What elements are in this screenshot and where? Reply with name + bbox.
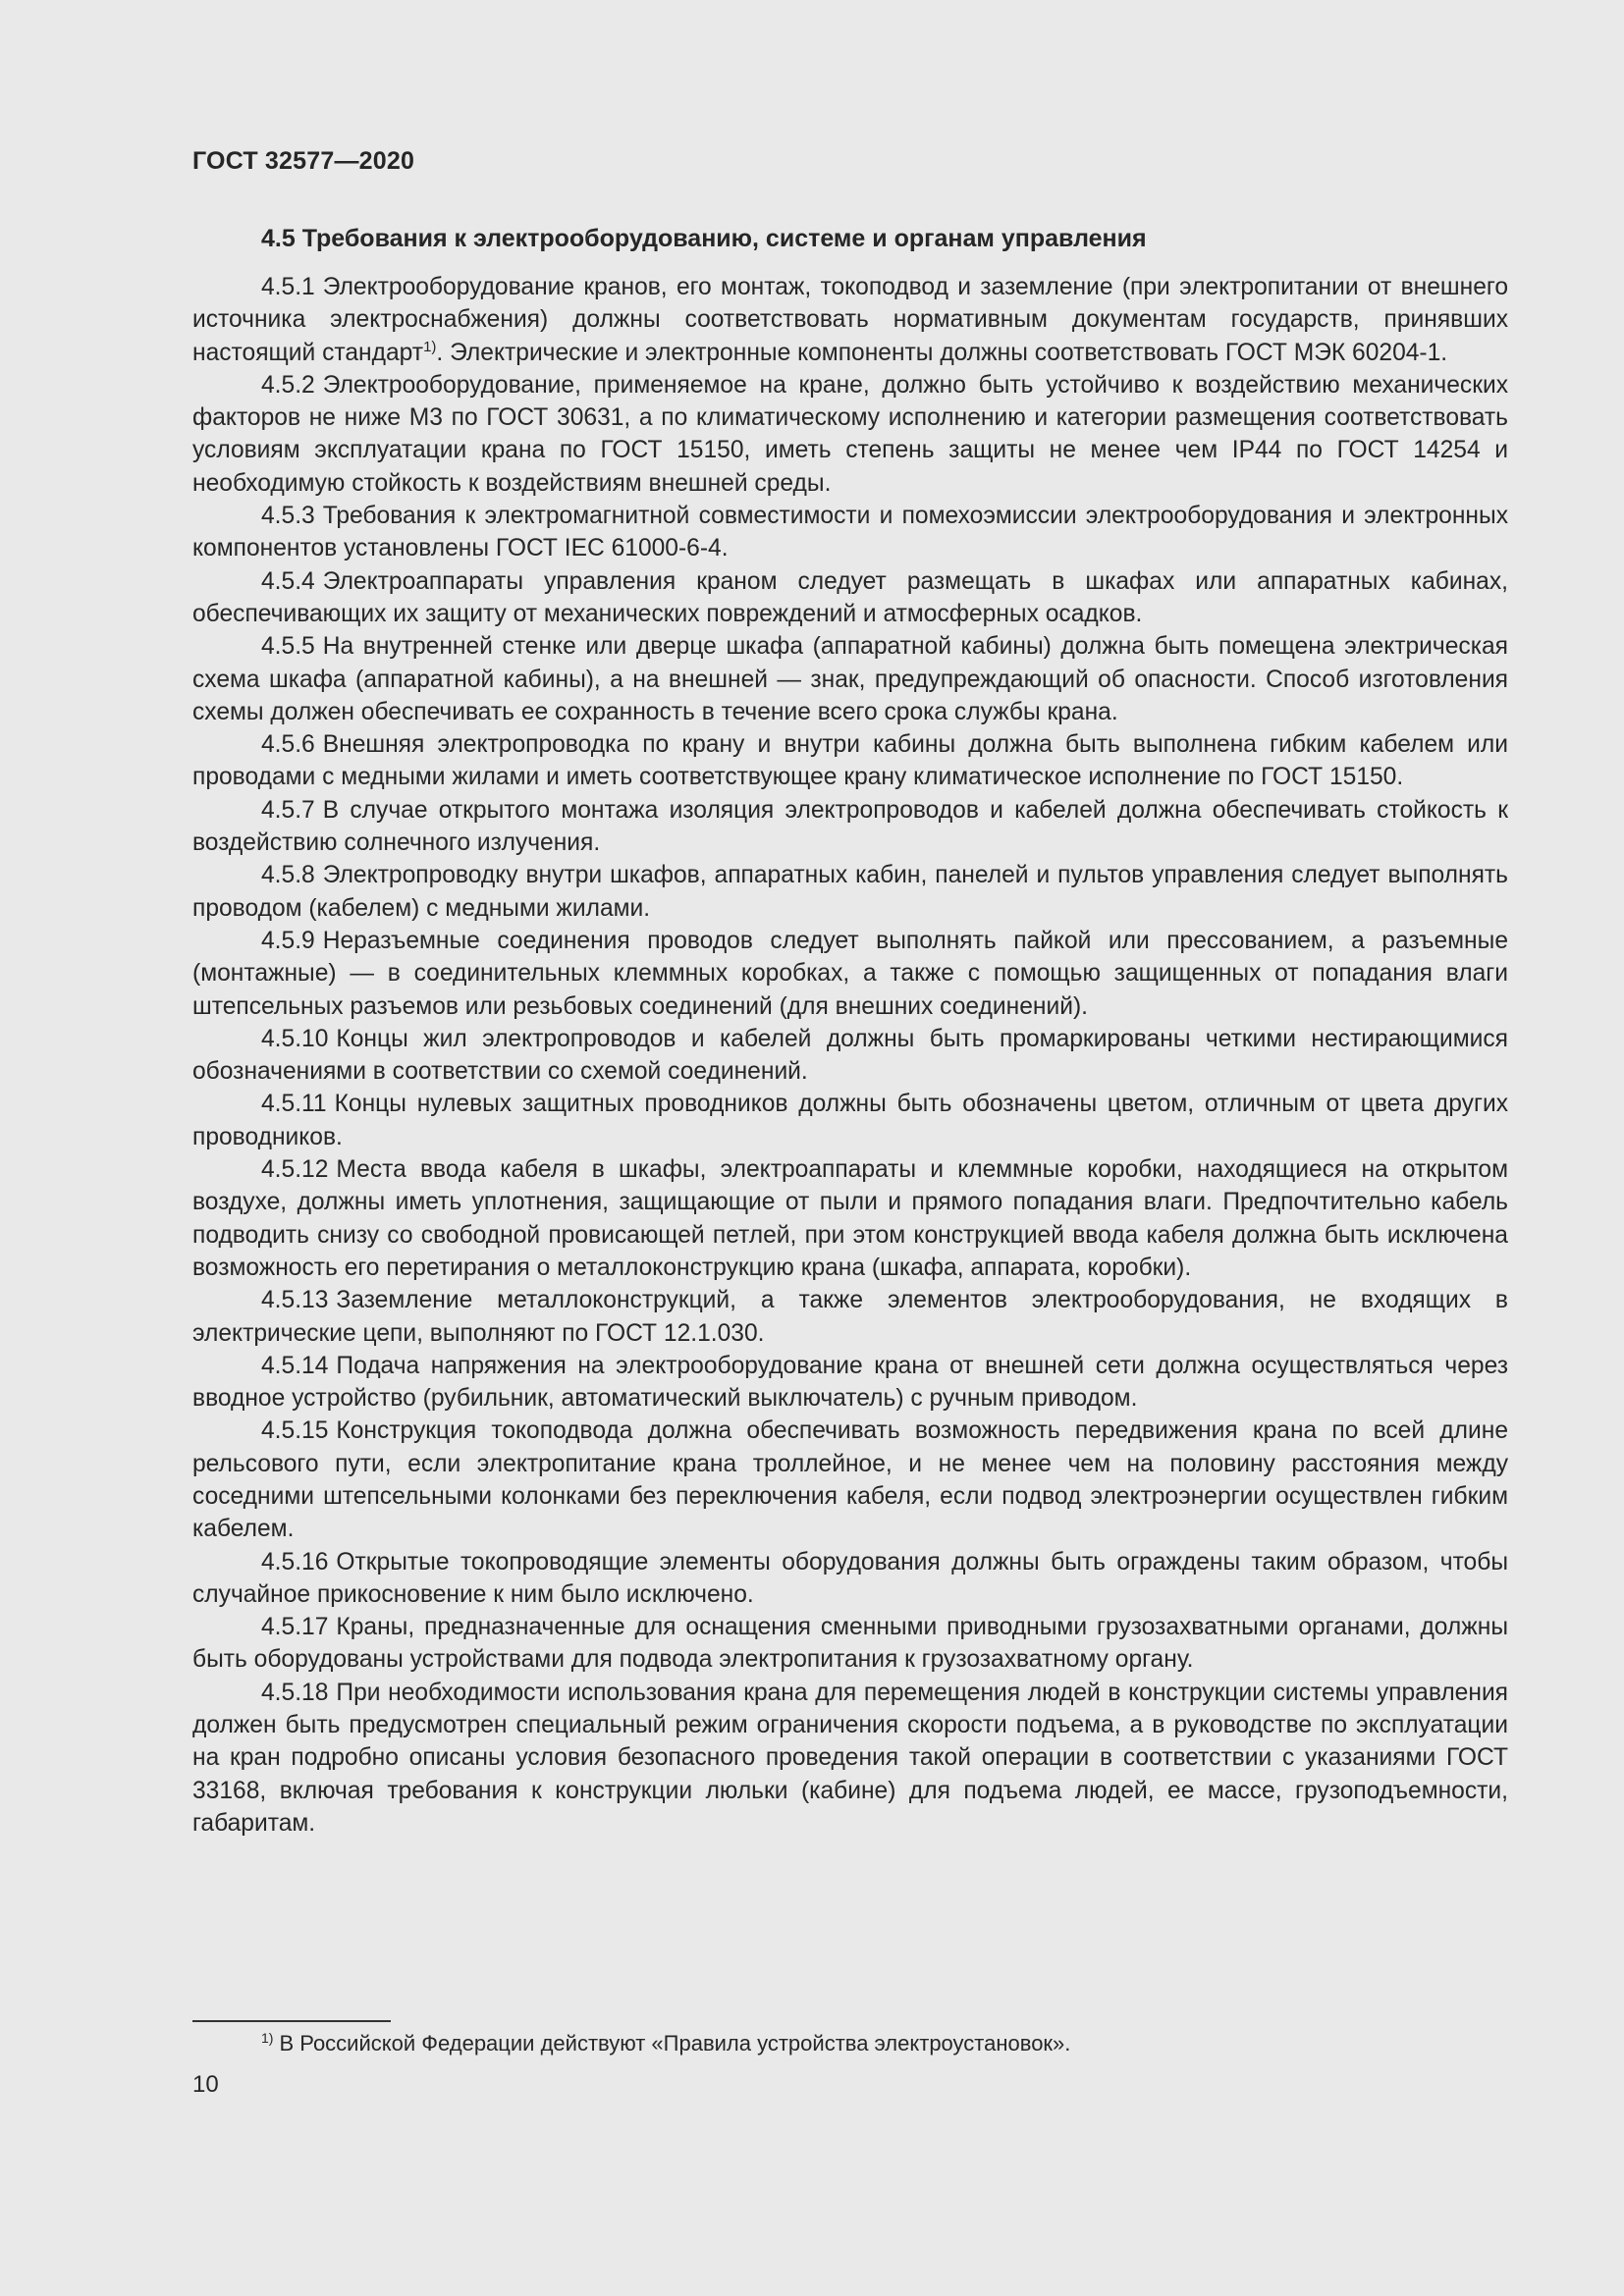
paragraph-text: В случае открытого монтажа изоляция электропроводов и кабелей должна обеспечивать стойкость к воздействию солнечного излучения. xyxy=(192,796,1508,857)
paragraph-4-5-10 xyxy=(192,1023,1508,1089)
paragraph-4-5-4 xyxy=(192,565,1508,631)
paragraph-number: 4.5.13 xyxy=(261,1287,329,1314)
paragraph-number: 4.5.14 xyxy=(261,1352,329,1379)
paragraph-text: Концы жил электропроводов и кабелей должны быть промаркированы четкими нестирающимися обозначениями в соответствии со схемой соединений. xyxy=(192,1025,1508,1086)
paragraph-text: Открытые токопроводящие элементы оборудования должны быть ограждены таким образом, чтобы случайное прикосновение к ним было исключено. xyxy=(192,1548,1508,1608)
paragraph-number: 4.5.16 xyxy=(261,1548,329,1575)
footnote-separator xyxy=(192,2020,391,2022)
paragraph-4-5-14 xyxy=(192,1350,1508,1415)
document-code-header: ГОСТ 32577—2020 xyxy=(192,147,415,175)
page-number: 10 xyxy=(192,2071,219,2098)
paragraph-4-5-7 xyxy=(192,794,1508,860)
paragraph-4-5-12 xyxy=(192,1153,1508,1284)
paragraph-number: 4.5.18 xyxy=(261,1679,329,1706)
footnote xyxy=(261,2029,1070,2058)
paragraph-number: 4.5.12 xyxy=(261,1156,329,1184)
paragraph-text: На внутренней стенке или дверце шкафа (аппаратной кабины) должна быть помещена электрическая схема шкафа (аппаратной кабины), а на внешней — знак, предупреждающий об опасности. Способ изготовления схемы должен обеспечивать ее сохранность в течение всего срока службы крана. xyxy=(192,633,1508,725)
paragraph-text: Электрооборудование кранов, его монтаж, токоподвод и заземление (при электропитании от внешнего источника электроснабжения) должны соответствовать нормативным документам государств, принявших настоящий стандарт xyxy=(192,274,1508,366)
paragraph-number: 4.5.10 xyxy=(261,1025,329,1052)
paragraph-text: Электрооборудование, применяемое на кране, должно быть устойчиво к воздействию механических факторов не ниже М3 по ГОСТ 30631, а по климатическому исполнению и категории размещения соответствовать условиям эксплуатации крана по ГОСТ 15150, иметь степень защиты не менее чем IP44 по ГОСТ 14254 и необходимую стойкость к воздействиям внешней среды. xyxy=(192,371,1508,497)
paragraph-4-5-8 xyxy=(192,859,1508,925)
paragraph-text-continued: . Электрические и электронные компоненты должны соответствовать ГОСТ МЭК 60204-1. xyxy=(436,339,1448,366)
paragraph-text: Подача напряжения на электрооборудование крана от внешней сети должна осуществляться через вводное устройство (рубильник, автоматический выключатель) с ручным приводом. xyxy=(192,1352,1508,1413)
paragraph-4-5-16 xyxy=(192,1546,1508,1612)
paragraph-number: 4.5.5 xyxy=(261,633,315,661)
paragraph-text: Электроаппараты управления краном следует размещать в шкафах или аппаратных кабинах, обеспечивающих их защиту от механических повреждений и атмосферных осадков. xyxy=(192,567,1508,627)
paragraph-text: Концы нулевых защитных проводников должны быть обозначены цветом, отличным от цвета других проводников. xyxy=(192,1091,1508,1150)
paragraph-text: Заземление металлоконструкций, а также элементов электрооборудования, не входящих в электрические цепи, выполняют по ГОСТ 12.1.030. xyxy=(192,1287,1508,1347)
paragraph-text: При необходимости использования крана для перемещения людей в конструкции системы управления должен быть предусмотрен специальный режим ограничения скорости подъема, а в руководстве по эксплуатации на кран подробно описаны условия безопасного проведения такой операции в соответствии с указаниями ГОСТ 33168, включая требования к конструкции люльки (кабине) для подъема людей, ее массе, грузоподъемности, габаритам. xyxy=(192,1679,1508,1837)
paragraph-number: 4.5.17 xyxy=(261,1614,329,1641)
paragraph-number: 4.5.8 xyxy=(261,862,315,889)
paragraph-text: Электропроводку внутри шкафов, аппаратных кабин, панелей и пультов управления следует выполнять проводом (кабелем) с медными жилами. xyxy=(192,862,1508,922)
paragraph-4-5-1 xyxy=(192,271,1508,369)
paragraph-text: Внешняя электропроводка по крану и внутри кабины должна быть выполнена гибким кабелем или проводами с медными жилами и иметь соответствующее крану климатическое исполнение по ГОСТ 15150. xyxy=(192,731,1508,791)
paragraph-text: Конструкция токоподвода должна обеспечивать возможность передвижения крана по всей длине рельсового пути, если электропитание крана троллейное, и не менее чем на половину расстояния между соседними штепсельными колонками без переключения кабеля, если подвод электроэнергии осуществлен гибким кабелем. xyxy=(192,1417,1508,1543)
paragraph-number: 4.5.3 xyxy=(261,503,315,530)
footnote-text: В Российской Федерации действуют «Правила устройства электроустановок». xyxy=(279,2031,1071,2056)
paragraph-number: 4.5.2 xyxy=(261,371,315,399)
paragraph-text: Неразъемные соединения проводов следует выполнять пайкой или прессованием, а разъемные (монтажные) — в соединительных клеммных коробках, а также с помощью защищенных от попадания влаги штепсельных разъемов или резьбовых соединений (для внешних соединений). xyxy=(192,927,1508,1020)
footnote-reference: 1) xyxy=(423,338,437,355)
paragraph-text: Краны, предназначенные для оснащения сменными приводными грузозахватными органами, должны быть оборудованы устройствами для подвода электропитания к грузозахватному органу. xyxy=(192,1614,1508,1674)
paragraph-text: Требования к электромагнитной совместимости и помехоэмиссии электрооборудования и электронных компонентов установлены ГОСТ IEC 61000-6-4. xyxy=(192,503,1508,562)
section-title: 4.5 Требования к электрооборудованию, системе и органам управления xyxy=(261,225,1147,252)
section-body xyxy=(192,271,1508,1840)
paragraph-4-5-9 xyxy=(192,925,1508,1023)
footnote-mark: 1) xyxy=(261,2029,274,2046)
paragraph-text: Места ввода кабеля в шкафы, электроаппараты и клеммные коробки, находящиеся на открытом воздухе, должны иметь уплотнения, защищающие от пыли и прямого попадания влаги. Предпочтительно кабель подводить снизу со свободной провисающей петлей, при этом конструкцией ввода кабеля должна быть исключена возможность его перетирания о металлоконструкцию крана (шкафа, аппарата, коробки). xyxy=(192,1156,1508,1281)
paragraph-number: 4.5.7 xyxy=(261,796,315,824)
paragraph-4-5-5 xyxy=(192,630,1508,728)
paragraph-number: 4.5.4 xyxy=(261,567,315,595)
paragraph-number: 4.5.6 xyxy=(261,731,315,759)
paragraph-number: 4.5.15 xyxy=(261,1417,329,1445)
paragraph-4-5-2 xyxy=(192,369,1508,500)
paragraph-4-5-18 xyxy=(192,1677,1508,1840)
paragraph-4-5-6 xyxy=(192,728,1508,794)
paragraph-4-5-11 xyxy=(192,1088,1508,1153)
paragraph-number: 4.5.11 xyxy=(261,1091,327,1118)
paragraph-number: 4.5.9 xyxy=(261,927,315,954)
paragraph-4-5-17 xyxy=(192,1611,1508,1677)
paragraph-4-5-3 xyxy=(192,500,1508,565)
paragraph-4-5-15 xyxy=(192,1415,1508,1545)
paragraph-4-5-13 xyxy=(192,1284,1508,1350)
paragraph-number: 4.5.1 xyxy=(261,274,315,300)
